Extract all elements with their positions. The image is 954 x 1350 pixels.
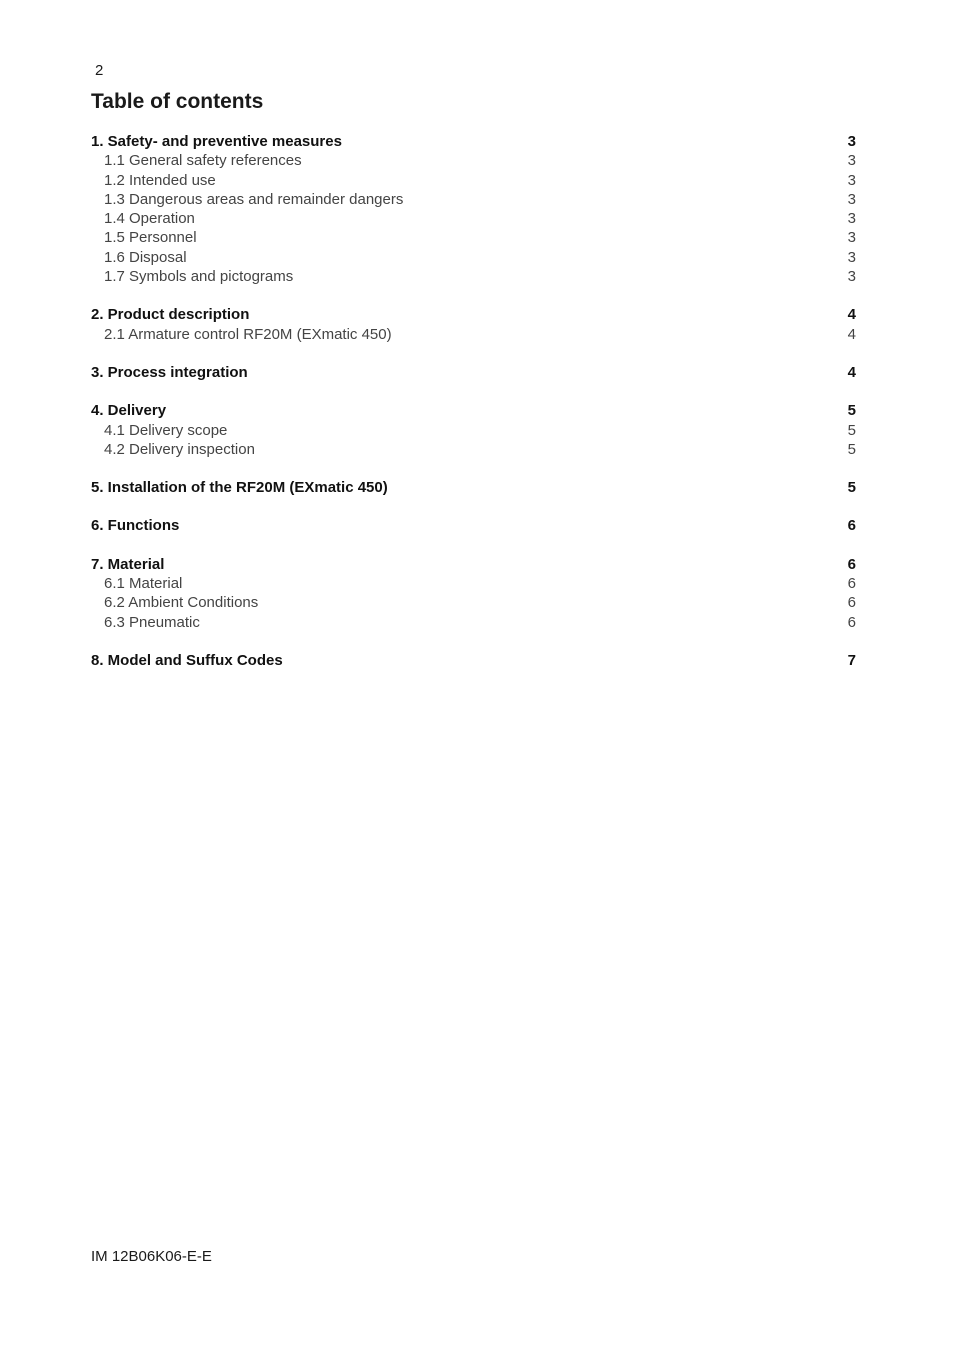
- toc-subentry-title: 6.3 Pneumatic: [104, 613, 200, 631]
- toc-entry-page: 6: [847, 555, 856, 573]
- toc-entry: [91, 401, 856, 420]
- page-title: Table of contents: [91, 90, 264, 113]
- toc-entry-title: 2. Product description: [91, 306, 250, 324]
- toc-subentry: [91, 151, 856, 170]
- toc-subentry-page: 3: [847, 210, 856, 228]
- toc-entry-page: 4: [847, 363, 856, 381]
- toc-entry-page: 4: [847, 306, 856, 324]
- toc-entry: [91, 132, 856, 151]
- toc-subentry: [91, 228, 856, 247]
- toc-subentry-page: 3: [847, 190, 856, 208]
- toc-entry: [91, 478, 856, 497]
- toc-section: [91, 478, 856, 497]
- toc-subentry-title: 2.1 Armature control RF20M (EXmatic 450): [104, 325, 392, 343]
- toc-subentry-page: 5: [847, 421, 856, 439]
- toc-subentry-title: 1.1 General safety references: [104, 152, 302, 170]
- toc-entry-page: 7: [847, 651, 856, 669]
- toc-entry-title: 1. Safety- and preventive measures: [91, 133, 342, 150]
- toc-entry-title: 6. Functions: [91, 517, 180, 535]
- toc-entry-page: 6: [847, 517, 856, 535]
- toc-entry-title: 7. Material: [91, 555, 165, 573]
- toc-subentry: [91, 267, 856, 286]
- toc-section: [91, 363, 856, 382]
- toc-subentry-page: 4: [847, 325, 856, 343]
- toc-section: [91, 651, 856, 670]
- toc-section: [91, 555, 856, 632]
- toc-subentry: [91, 421, 856, 440]
- toc-subentry-title: 1.4 Operation: [104, 210, 195, 228]
- toc-subentry-page: 5: [847, 440, 856, 458]
- toc-entry-title: 3. Process integration: [91, 363, 248, 381]
- toc-subentry: [91, 574, 856, 593]
- toc-subentry-page: 3: [847, 152, 856, 170]
- toc-entry: [91, 363, 856, 382]
- toc-subentry-page: 6: [847, 575, 856, 593]
- toc-entry-title: 4. Delivery: [91, 402, 167, 420]
- toc-subentry: [91, 440, 856, 459]
- toc-entry-page: 5: [847, 479, 856, 497]
- toc-subentry-title: 6.2 Ambient Conditions: [104, 594, 259, 612]
- toc-subentry-page: 3: [847, 248, 856, 266]
- toc-subentry-page: 6: [847, 594, 856, 612]
- table-of-contents: [91, 132, 856, 689]
- toc-subentry-page: 3: [847, 171, 856, 189]
- toc-subentry-title: 1.3 Dangerous areas and remainder dangers: [104, 190, 404, 208]
- toc-subentry-title: 1.5 Personnel: [104, 229, 197, 247]
- toc-section: [91, 516, 856, 535]
- toc-entry-title: 5. Installation of the RF20M (EXmatic 450): [91, 479, 388, 497]
- toc-section: [91, 305, 856, 344]
- toc-entry-page: 5: [847, 402, 856, 420]
- toc-section: [91, 132, 856, 286]
- toc-subentry: [91, 190, 856, 209]
- toc-subentry: [91, 171, 856, 190]
- toc-subentry-page: 3: [847, 268, 856, 286]
- document-code: IM 12B06K06-E-E: [91, 1248, 212, 1265]
- toc-subentry: [91, 248, 856, 267]
- toc-subentry-page: 3: [847, 229, 856, 247]
- toc-entry: [91, 555, 856, 574]
- toc-subentry-title: 4.1 Delivery scope: [104, 421, 228, 439]
- page-number: 2: [95, 62, 104, 79]
- toc-subentry-title: 1.7 Symbols and pictograms: [104, 268, 294, 286]
- toc-subentry-title: 1.6 Disposal: [104, 248, 187, 266]
- toc-entry-page: 3: [847, 133, 856, 150]
- toc-section: [91, 401, 856, 459]
- toc-subentry-title: 1.2 Intended use: [104, 171, 216, 189]
- toc-subentry-page: 6: [847, 613, 856, 631]
- toc-subentry: [91, 593, 856, 612]
- toc-entry: [91, 305, 856, 324]
- toc-subentry-title: 6.1 Material: [104, 575, 183, 593]
- toc-entry: [91, 651, 856, 670]
- toc-subentry: [91, 325, 856, 344]
- toc-subentry: [91, 209, 856, 228]
- toc-subentry: [91, 613, 856, 632]
- toc-subentry-title: 4.2 Delivery inspection: [104, 440, 255, 458]
- toc-entry-title: 8. Model and Suffux Codes: [91, 651, 283, 669]
- toc-entry: [91, 516, 856, 535]
